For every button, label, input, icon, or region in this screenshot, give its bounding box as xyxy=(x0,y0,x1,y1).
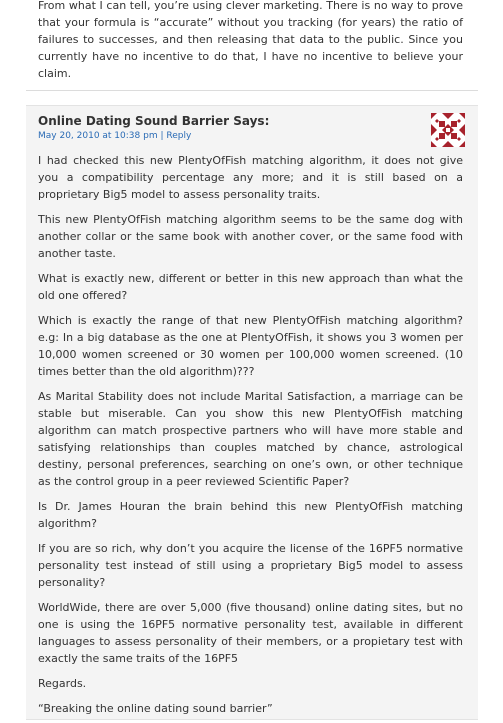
comment-paragraph: I had checked this new PlentyOfFish matching algorithm, it does not give you a compatibility percentage any more; and it is still based on a proprietary Big5 model to assess personality traits. xyxy=(38,154,463,201)
comment-paragraph: Regards. xyxy=(38,677,87,690)
reply-link[interactable]: Reply xyxy=(166,131,192,141)
comment-paragraph: As Marital Stability does not include Marital Satisfaction, a marriage can be stable but miserable. Can you show this new PlentyOfFish matching algorithm can match prospective partners who will have more stable and satisfying relationships than couples matched by chance, astrological destiny, personal preferences, searching on one’s own, or other technique as the control group in a peer reviewed Scientific Paper? xyxy=(38,390,463,488)
identicon-avatar-icon xyxy=(431,113,465,147)
comment-body xyxy=(38,152,463,723)
comment-bottom-divider xyxy=(26,719,478,720)
previous-comment-text: From what I can tell, you’re using clever marketing. There is no way to prove that your formula is “accurate” without you tracking (for years) the ratio of failures to successes, and then releasing that data to the public. Since you currently have no incentive to do that, I have no incentive to believe your claim. xyxy=(38,0,463,80)
comment-paragraph: Which is exactly the range of that new PlentyOfFish matching algorithm? e.g: In a big database as the one at PlentyOfFish, it shows you 3 women per 10,000 women screened or 30 women per 100,000 women screened. (10 times better than the old algorithm)??? xyxy=(38,314,463,378)
comment-paragraph: If you are so rich, why don’t you acquire the license of the 16PF5 normative personality test instead of still using a proprietary Big5 model to assess personality? xyxy=(38,542,463,589)
comment-paragraph: WorldWide, there are over 5,000 (five thousand) online dating sites, but no one is using the 16PF5 normative personality test, available in different languages to assess personality of their members, or a propietary test with exactly the same traits of the 16PF5 xyxy=(38,601,463,665)
comment-says-label: Says: xyxy=(233,114,270,128)
comment-block xyxy=(26,105,478,719)
comment-author[interactable]: Online Dating Sound Barrier xyxy=(38,114,230,128)
comment-date-link[interactable]: May 20, 2010 at 10:38 pm xyxy=(38,131,158,141)
comment-paragraph: Is Dr. James Houran the brain behind this new PlentyOfFish matching algorithm? xyxy=(38,500,463,530)
comment-author-line xyxy=(38,113,428,129)
comment-divider xyxy=(26,90,478,91)
comment-meta xyxy=(38,130,428,143)
comment-signature: “Breaking the online dating sound barrier” xyxy=(38,702,273,715)
comment-header xyxy=(38,113,428,143)
meta-separator: | xyxy=(160,131,164,141)
comment-paragraph: What is exactly new, different or better in this new approach than what the old one offered? xyxy=(38,272,463,302)
comment-paragraph: This new PlentyOfFish matching algorithm seems to be the same dog with another collar or the same book with another cover, or the same food with another taste. xyxy=(38,213,463,260)
